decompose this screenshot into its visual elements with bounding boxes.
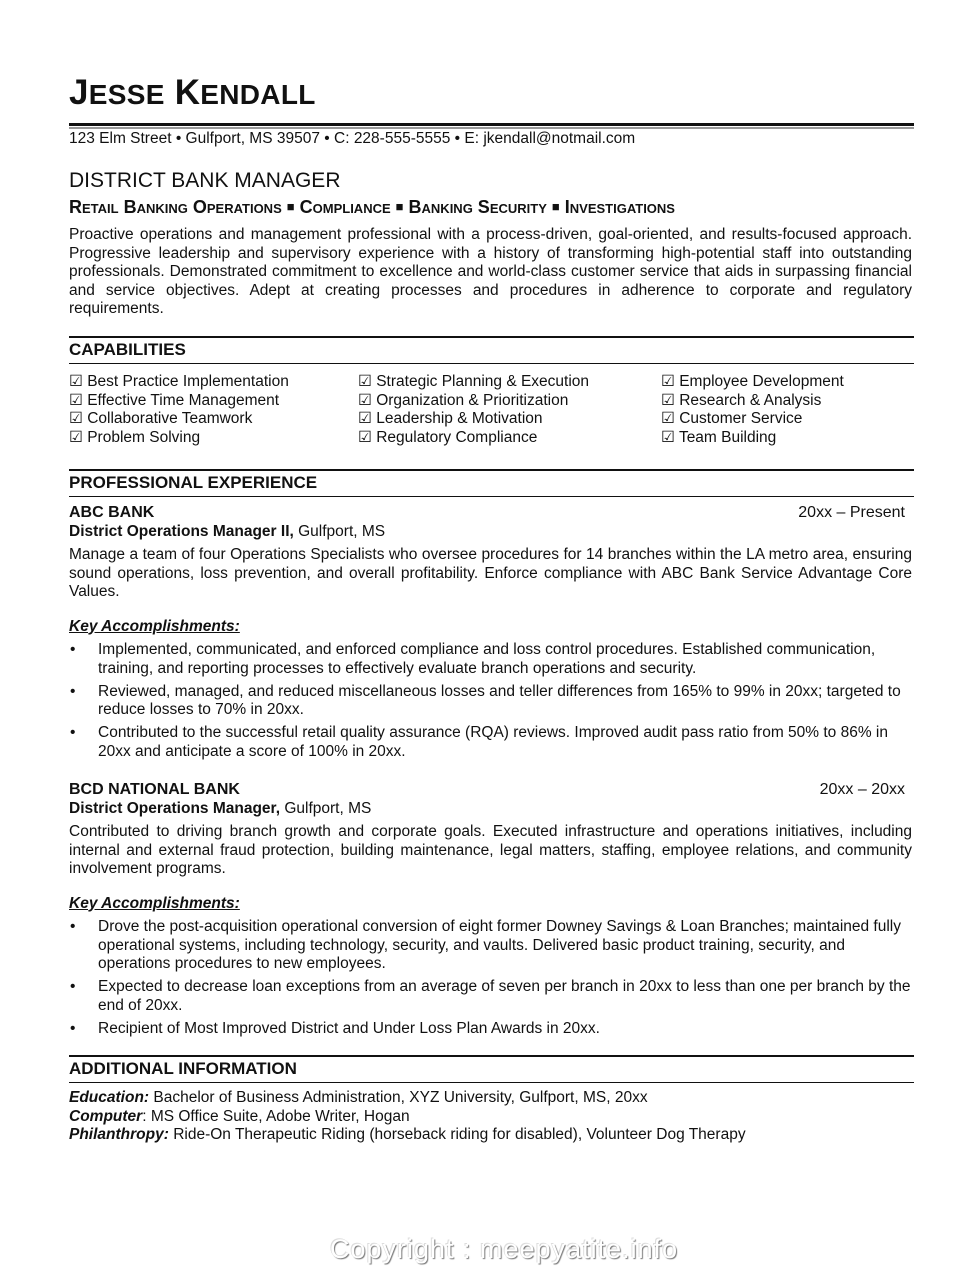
accomplishment-item: • Drove the post-acquisition operational conversion of eight former Downey Savings & Loan Branches; maintained fully operational systems, including technology, security, and vaults. Delivered basic product training, security, and operations procedures to new employees. [69, 918, 912, 974]
capability-label: Collaborative Teamwork [87, 410, 253, 427]
capabilities-column [661, 373, 844, 447]
company-name: ABC BANK [69, 504, 155, 521]
job-description: Manage a team of four Operations Specialists who oversee procedures for 14 branches within the LA metro area, ensuring sound operations, loss prevention, and overall profitability. Enforce compliance with ABC Bank Service Advantage Core Values. [69, 546, 912, 600]
capability-label: Leadership & Motivation [376, 410, 543, 427]
capability-item [661, 392, 844, 411]
capability-label: Customer Service [679, 410, 803, 427]
job-location: Gulfport, MS [293, 522, 386, 540]
checkbox-icon: ☑ [358, 428, 372, 446]
capability-label: Effective Time Management [87, 391, 280, 409]
capability-label: Employee Development [679, 373, 844, 390]
capability-label: Regulatory Compliance [376, 428, 538, 446]
accomplishment-item: • Recipient of Most Improved District and Under Loss Plan Awards in 20xx. [69, 1020, 912, 1039]
specialty: Retail Banking Operations [69, 197, 282, 217]
job-location: Gulfport, MS [280, 799, 372, 817]
capability-item [358, 429, 589, 448]
name-part: ESSE [88, 79, 165, 110]
capabilities-column [69, 373, 289, 447]
additional-value: Ride-On Therapeutic Riding (horseback riding for disabled), Volunteer Dog Therapy [168, 1126, 746, 1143]
job-dates: 20xx – 20xx [819, 781, 905, 798]
capability-item [69, 429, 289, 448]
job-role [69, 800, 912, 819]
section-heading-experience: PROFESSIONAL EXPERIENCE [69, 469, 914, 497]
additional-info [69, 1089, 746, 1145]
additional-item [69, 1108, 746, 1127]
job-role [69, 523, 912, 542]
job-dates: 20xx – Present [798, 504, 905, 521]
checkbox-icon: ☑ [69, 410, 83, 427]
capability-item [69, 410, 289, 429]
checkbox-icon: ☑ [69, 373, 83, 390]
capability-label: Team Building [678, 428, 777, 446]
job-description: Contributed to driving branch growth and corporate goals. Executed infrastructure and operations initiatives, including internal and external fraud protection, building maintenance, legal matters, staffing, employee relations, and community involvement programs. [69, 823, 912, 877]
summary: Proactive operations and management professional with a process-driven, goal-oriented, and results-focused approach. Progressive leadership and supervisory experience with a history of transforming high-potential staff into outstanding professionals. Demonstrated commitment to excellence and world-class customer service that aids in surpassing financial and service objectives. Adept at creating processes and procedures in adherence to corporate and regulatory requirements. [69, 226, 912, 317]
checkbox-icon: ☑ [661, 428, 675, 446]
additional-value: : MS Office Suite, Adobe Writer, Hogan [142, 1107, 410, 1125]
capability-item [358, 373, 589, 392]
separator-icon: ■ [395, 199, 404, 214]
accomplishment-list [69, 918, 912, 1038]
key-accomplishments-label: Key Accomplishments: [69, 894, 240, 912]
key-accomplishments-label: Key Accomplishments: [69, 617, 240, 635]
additional-value: Bachelor of Business Administration, XYZ University, Gulfport, MS, 20xx [149, 1089, 648, 1106]
additional-item [69, 1126, 746, 1145]
capability-item [661, 410, 844, 429]
accomplishment-item: • Contributed to the successful retail quality assurance (RQA) reviews. Improved audit pass ratio from 50% to 86% in 20xx and anticipate a score of 100% in 20xx. [69, 724, 912, 761]
additional-label: Education: [69, 1089, 150, 1106]
job-entry [69, 504, 912, 766]
job-title: DISTRICT BANK MANAGER [69, 169, 341, 192]
capabilities-column [358, 373, 589, 447]
separator-icon: ■ [551, 199, 560, 214]
candidate-name [69, 73, 316, 115]
checkbox-icon: ☑ [358, 391, 372, 409]
checkbox-icon: ☑ [358, 373, 372, 390]
additional-item [69, 1089, 746, 1108]
accomplishment-item: • Implemented, communicated, and enforced compliance and loss control procedures. Established communication, training, and reporting processes to effectively evaluate branch operations and security. [69, 641, 912, 678]
accomplishment-item: • Expected to decrease loan exceptions from an average of seven per branch in 20xx to less than one per branch by the end of 20xx. [69, 978, 912, 1015]
role-title: District Operations Manager II, [69, 522, 294, 540]
checkbox-icon: ☑ [69, 428, 83, 446]
section-heading-capabilities: CAPABILITIES [69, 336, 914, 364]
checkbox-icon: ☑ [69, 391, 83, 409]
checkbox-icon: ☑ [661, 373, 675, 390]
capability-item [69, 392, 289, 411]
capability-label: Research & Analysis [679, 391, 822, 409]
specialty: Banking Security [408, 197, 547, 217]
checkbox-icon: ☑ [661, 410, 675, 427]
header-divider-thin [69, 127, 914, 129]
job-entry [69, 781, 912, 1043]
role-title: District Operations Manager, [69, 799, 281, 817]
capability-label: Best Practice Implementation [87, 373, 289, 390]
checkbox-icon: ☑ [661, 391, 675, 409]
name-part: ENDALL [200, 79, 316, 110]
capability-item [358, 410, 589, 429]
checkbox-icon: ☑ [358, 410, 372, 427]
company-name: BCD NATIONAL BANK [69, 781, 240, 798]
name-part: K [174, 73, 201, 112]
accomplishment-item: • Reviewed, managed, and reduced miscellaneous losses and teller differences from 165% to 99% in 20xx; targeted to reduce losses to 70% in 20xx. [69, 683, 912, 720]
contact-line: 123 Elm Street • Gulfport, MS 39507 • C: 228-555-5555 • E: jkendall@notmail.com [69, 130, 636, 147]
accomplishment-list [69, 641, 912, 761]
capability-label: Problem Solving [87, 428, 201, 446]
specialty: Investigations [564, 197, 675, 217]
watermark: Copyright : meepyatite.info [330, 1234, 679, 1264]
additional-label: Computer [69, 1107, 143, 1125]
specialties [69, 196, 675, 218]
capability-item [69, 373, 289, 392]
capability-item [358, 392, 589, 411]
header-divider [69, 123, 914, 126]
section-heading-additional: ADDITIONAL INFORMATION [69, 1055, 914, 1083]
additional-label: Philanthropy: [69, 1126, 169, 1143]
specialty: Compliance [299, 197, 391, 217]
capability-item [661, 373, 844, 392]
separator-icon: ■ [286, 199, 295, 214]
name-part: J [69, 73, 89, 112]
capability-label: Strategic Planning & Execution [376, 373, 590, 390]
capability-label: Organization & Prioritization [376, 391, 569, 409]
capability-item [661, 429, 844, 448]
